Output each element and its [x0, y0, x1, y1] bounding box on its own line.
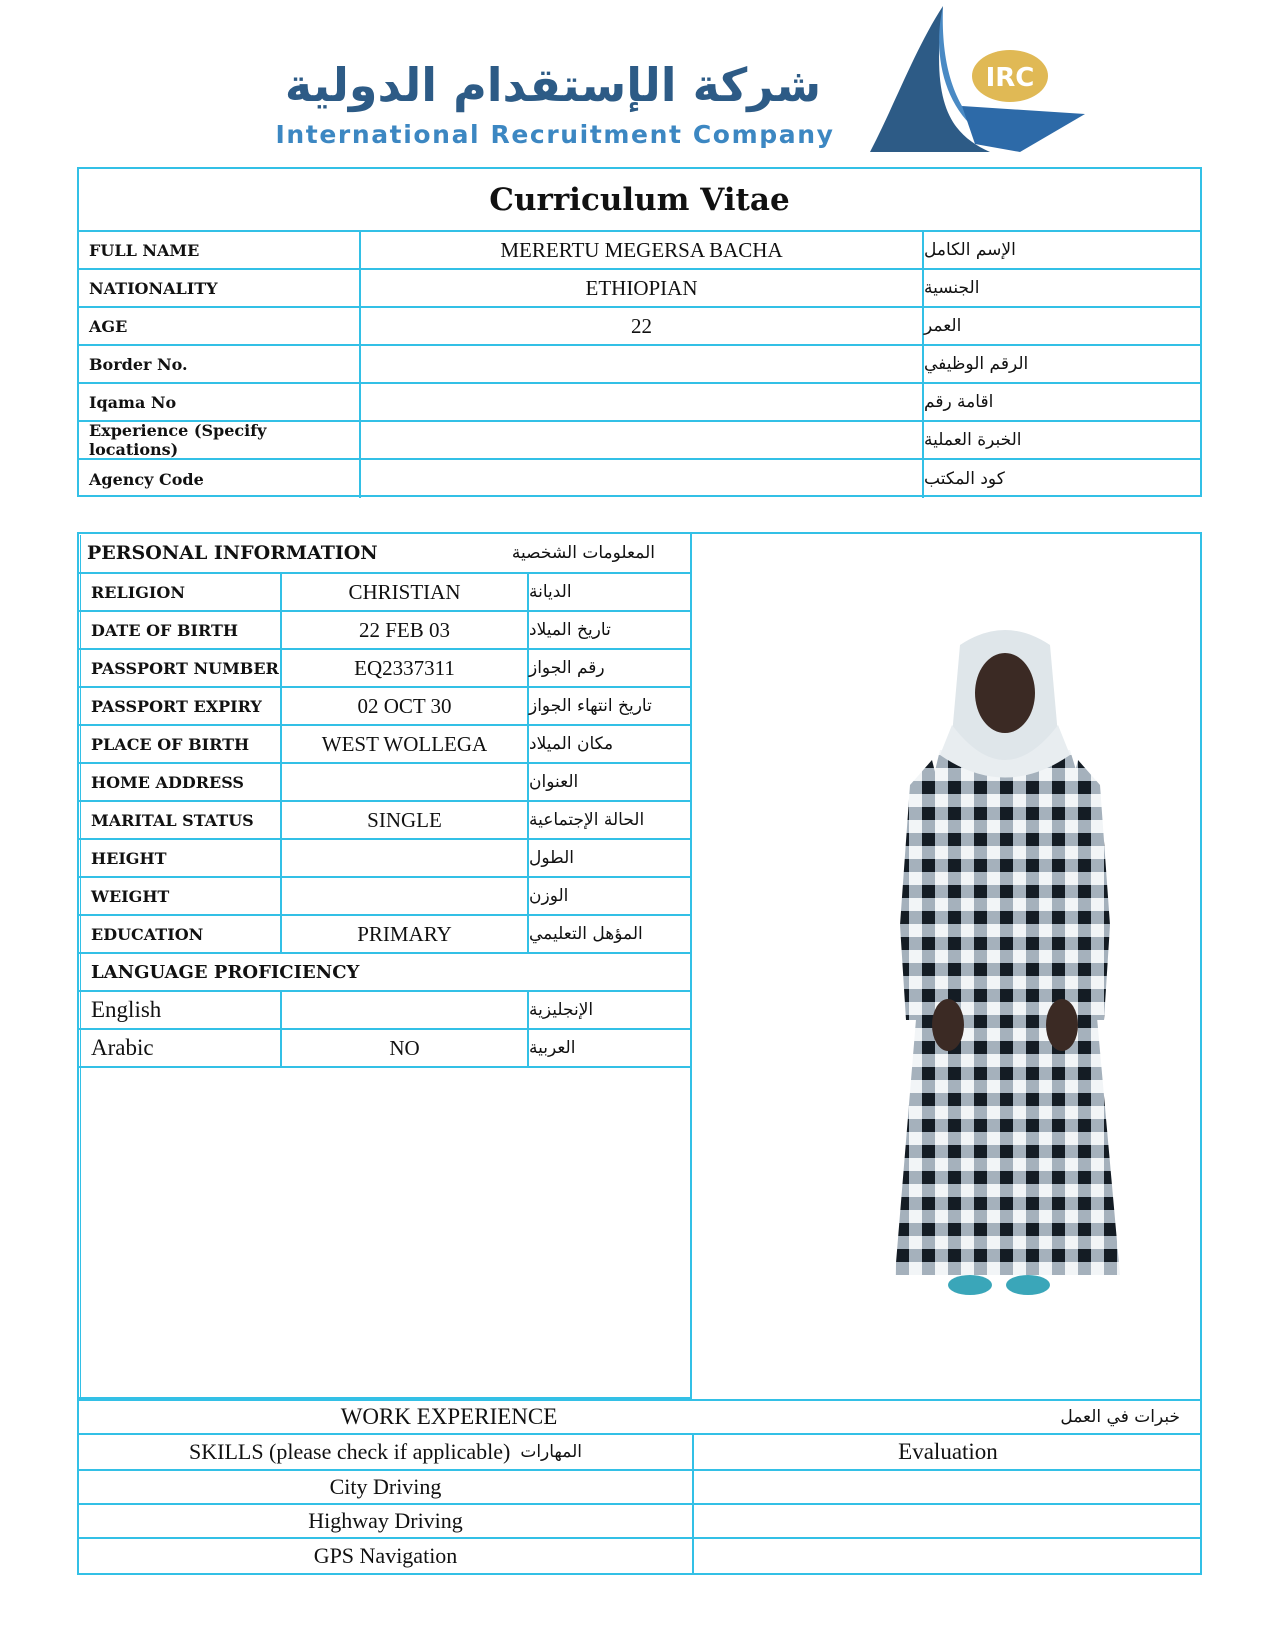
row-label-arabic: الوزن: [529, 886, 569, 906]
skill-name: GPS Navigation: [79, 1539, 694, 1573]
skills-header-arabic: المهارات: [520, 1442, 582, 1462]
row-label-arabic: اقامة رقم: [924, 392, 994, 412]
company-header: [0, 0, 1275, 160]
weight-value: [282, 878, 529, 914]
row-label-arabic: الحالة الإجتماعية: [529, 810, 645, 830]
arabic-value: NO: [282, 1030, 529, 1066]
row-education: [79, 916, 690, 954]
language-proficiency-title: LANGUAGE PROFICIENCY: [91, 961, 360, 983]
passport-expiry-value: 02 OCT 30: [282, 688, 529, 724]
work-experience-label-arabic: خبرات في العمل: [1060, 1407, 1180, 1427]
skill-evaluation-cell[interactable]: [694, 1505, 1202, 1537]
language-label-arabic: الإنجليزية: [529, 1000, 594, 1020]
row-label: Iqama No: [79, 384, 361, 420]
row-passport-expiry: [79, 688, 690, 726]
row-label-arabic: تاريخ انتهاء الجواز: [529, 696, 652, 716]
education-value: PRIMARY: [282, 916, 529, 952]
row-label: EDUCATION: [79, 916, 282, 952]
row-home-address: [79, 764, 690, 802]
full-name-value: MERERTU MEGERSA BACHA: [361, 232, 924, 268]
row-passport-number: [79, 650, 690, 688]
company-name-english: International Recruitment Company: [275, 120, 835, 149]
cv-row-iqama-no: [79, 384, 1200, 422]
row-label: NATIONALITY: [79, 270, 361, 306]
row-label-arabic: العنوان: [529, 772, 579, 792]
row-label: Experience (Specify locations): [79, 422, 361, 458]
candidate-photo: [870, 625, 1140, 1345]
skill-row: [79, 1471, 1200, 1505]
skills-table: [77, 1435, 1202, 1575]
iqama-no-value: [361, 384, 924, 420]
row-label: AGE: [79, 308, 361, 344]
row-label: Agency Code: [79, 460, 361, 498]
cv-row-full-name: [79, 232, 1200, 270]
row-label: WEIGHT: [79, 878, 282, 914]
row-label-arabic: الخبرة العملية: [924, 430, 1022, 450]
row-label: RELIGION: [79, 574, 282, 610]
skill-evaluation-cell[interactable]: [694, 1471, 1202, 1503]
home-address-value: [282, 764, 529, 800]
height-value: [282, 840, 529, 876]
language-label: English: [79, 992, 282, 1028]
skills-header: [79, 1435, 694, 1469]
marital-status-value: SINGLE: [282, 802, 529, 838]
row-label: HOME ADDRESS: [79, 764, 282, 800]
work-experience-row: [77, 1399, 1202, 1435]
row-weight: [79, 878, 690, 916]
row-label: PASSPORT EXPIRY: [79, 688, 282, 724]
date-of-birth-value: 22 FEB 03: [282, 612, 529, 648]
row-label-arabic: المؤهل التعليمي: [529, 924, 643, 944]
row-label-arabic: كود المكتب: [924, 469, 1005, 489]
cv-summary-table: [77, 167, 1202, 497]
evaluation-header: Evaluation: [898, 1439, 998, 1464]
row-label: Border No.: [79, 346, 361, 382]
row-language-proficiency: [79, 954, 690, 992]
language-label: Arabic: [79, 1030, 282, 1066]
row-label: HEIGHT: [79, 840, 282, 876]
skill-row: [79, 1505, 1200, 1539]
skill-name: Highway Driving: [79, 1505, 694, 1537]
row-label: PASSPORT NUMBER: [79, 650, 282, 686]
personal-info-header: [79, 534, 690, 574]
english-value: [282, 992, 529, 1028]
row-label-arabic: رقم الجواز: [529, 658, 605, 678]
cv-row-border-no: [79, 346, 1200, 384]
skill-name: City Driving: [79, 1471, 694, 1503]
row-religion: [79, 574, 690, 612]
border-no-value: [361, 346, 924, 382]
personal-info-title-arabic: المعلومات الشخصية: [511, 543, 655, 563]
row-label-arabic: الجنسية: [924, 278, 980, 298]
cv-row-nationality: [79, 270, 1200, 308]
skills-header-row: [79, 1435, 1200, 1471]
agency-code-value: [361, 460, 924, 498]
experience-value: [361, 422, 924, 458]
cv-row-age: [79, 308, 1200, 346]
row-label-arabic: مكان الميلاد: [529, 734, 614, 754]
skill-evaluation-cell[interactable]: [694, 1539, 1202, 1573]
cv-row-experience: [79, 422, 1200, 460]
place-of-birth-value: WEST WOLLEGA: [282, 726, 529, 762]
skill-row: [79, 1539, 1200, 1573]
row-label: PLACE OF BIRTH: [79, 726, 282, 762]
company-name-arabic: شركة الإستقدام الدولية: [284, 58, 822, 112]
personal-info-title: PERSONAL INFORMATION: [87, 542, 378, 564]
row-place-of-birth: [79, 726, 690, 764]
language-label-arabic: العربية: [529, 1038, 576, 1058]
logo-text: IRC: [985, 63, 1035, 93]
cv-title: Curriculum Vitae: [79, 169, 1200, 232]
row-label: DATE OF BIRTH: [79, 612, 282, 648]
row-label-arabic: الطول: [529, 848, 574, 868]
nationality-value: ETHIOPIAN: [361, 270, 924, 306]
row-label-arabic: تاريخ الميلاد: [529, 620, 611, 640]
row-marital-status: [79, 802, 690, 840]
row-label-arabic: الديانة: [529, 582, 572, 602]
row-date-of-birth: [79, 612, 690, 650]
row-label-arabic: الإسم الكامل: [924, 240, 1016, 260]
row-label-arabic: العمر: [924, 316, 962, 336]
religion-value: CHRISTIAN: [282, 574, 529, 610]
row-language-english: [79, 992, 690, 1030]
cv-row-agency-code: [79, 460, 1200, 498]
row-label-arabic: الرقم الوظيفي: [924, 354, 1029, 374]
row-height: [79, 840, 690, 878]
company-logo: [870, 4, 1085, 156]
row-language-arabic: [79, 1030, 690, 1068]
work-experience-label: WORK EXPERIENCE: [340, 1404, 558, 1429]
personal-information-table: [77, 532, 692, 1399]
row-label: MARITAL STATUS: [79, 802, 282, 838]
passport-number-value: EQ2337311: [282, 650, 529, 686]
skills-header-label: SKILLS (please check if applicable): [189, 1439, 511, 1464]
row-label: FULL NAME: [79, 232, 361, 268]
age-value: 22: [361, 308, 924, 344]
